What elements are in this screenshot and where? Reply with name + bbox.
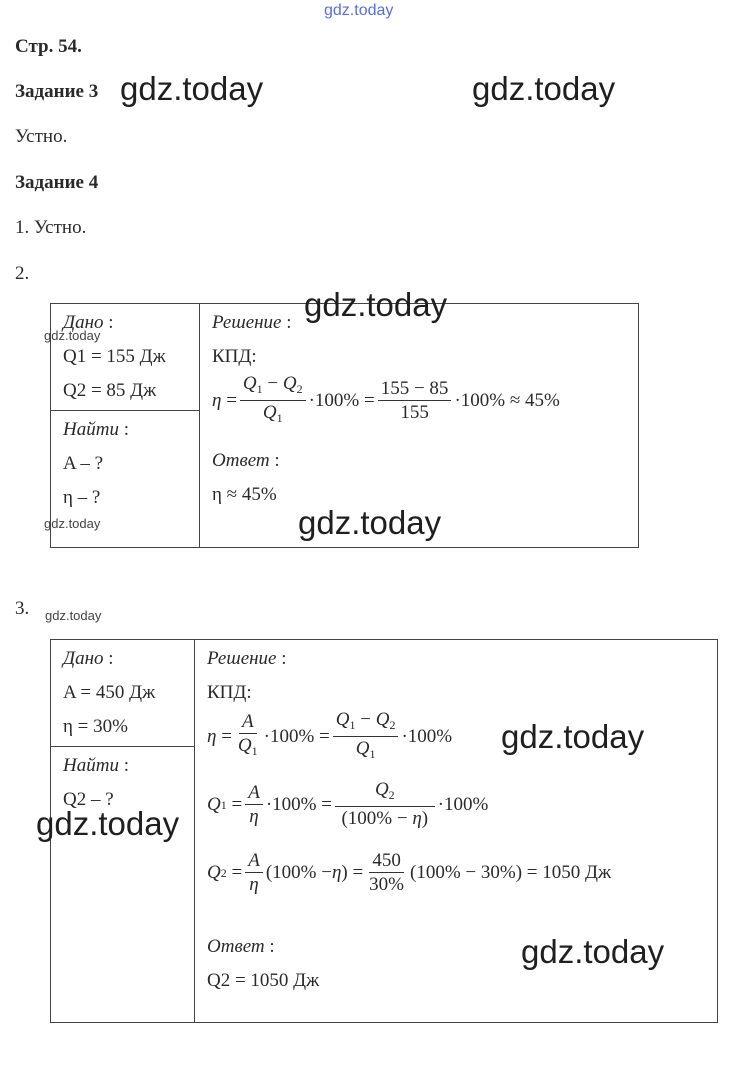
problem2-solution-cell: Решение : КПД: η = $\frac{Q_1 - Q_2}{Q_1}$ ·100% = $\frac{155 - 85}{155}$ ·100% ≈ 45% Ответ : η ≈ 45% (200, 304, 639, 548)
watermark-small-2: gdz.today (44, 516, 101, 531)
watermark-6: gdz.today (36, 805, 180, 842)
problem2-formula: η = $\frac{Q_1 - Q_2}{Q_1}$ ·100% = $\frac{155 - 85}{155}$ ·100% ≈ 45% (212, 372, 560, 425)
task4-item1: 1. Устно. (15, 217, 87, 238)
problem3-eq3-result: (100% − 30%) = 1050 Дж (410, 862, 612, 883)
problem3-answer: Q2 = 1050 Дж (207, 970, 320, 991)
task4-title: Задание 4 (15, 172, 99, 193)
problem2-find-0: A – ? (63, 453, 104, 474)
task4-item2: 2. (15, 263, 30, 284)
problem2-answer: η ≈ 45% (212, 484, 277, 505)
watermark-5: gdz.today (501, 718, 645, 755)
problem3-given-label: Дано (63, 648, 104, 669)
problem3-den-30: 30% (369, 873, 404, 895)
problem2-given-1: Q2 = 85 Дж (63, 380, 157, 401)
problem2-answer-label: Ответ (212, 450, 270, 471)
problem3-given-cell: Дано : A = 450 Дж η = 30% (51, 640, 195, 747)
problem2-eq-den: 155 (400, 401, 429, 423)
problem2-find-1: η – ? (63, 487, 101, 508)
task4-item3: 3. (15, 598, 30, 619)
problem2-given-0: Q1 = 155 Дж (63, 346, 166, 367)
problem3-solution-label: Решение (207, 648, 277, 669)
problem2-given-cell: Дано : Q1 = 155 Дж Q2 = 85 Дж (51, 304, 200, 411)
watermark-3: gdz.today (304, 286, 448, 323)
watermark-7: gdz.today (521, 933, 665, 970)
problem2-given-label: Дано (63, 312, 104, 333)
problem2-kpd: КПД: (212, 346, 257, 367)
problem3-kpd: КПД: (207, 682, 252, 703)
problem2-find-cell: Найти : A – ? η – ? (51, 411, 200, 548)
task3-title: Задание 3 (15, 81, 99, 102)
watermark-small-1: gdz.today (44, 328, 101, 343)
problem3-solution-cell: Решение : КПД: η = $\frac{A}{Q_1}$ ·100% = $\frac{Q_1 - Q_2}{Q_1}$ ·100% Q 1 = $\frac{A}{\eta}$ ·100% = $\frac{Q_2}{(100\% - \eta)}$ ·100% Q 2 = $\frac{A}{\eta}$ (100% − η ) = $\frac{450}{30\%}$ (100% − 30%) = 1050 Дж Ответ : Q2 = 1050 Дж (195, 640, 718, 1023)
problem3-find-0: Q2 – ? (63, 789, 114, 810)
problem3-given-0: A = 450 Дж (63, 682, 156, 703)
watermark-2: gdz.today (472, 70, 616, 107)
problem2-find-label: Найти (63, 419, 119, 440)
watermark-small-3: gdz.today (45, 608, 102, 623)
problem3-find-label: Найти (63, 755, 119, 776)
problem3-given-1: η = 30% (63, 716, 128, 737)
problem3-formula-2: Q 1 = $\frac{A}{\eta}$ ·100% = $\frac{Q_2}{(100\% - \eta)}$ ·100% (207, 779, 489, 829)
problem3-find-cell: Найти : Q2 – ? (51, 747, 195, 1023)
task3-text: Устно. (15, 126, 68, 147)
problem2-eq-num: 155 − 85 (378, 378, 452, 401)
problem3-answer-label: Ответ (207, 936, 265, 957)
watermark-4: gdz.today (298, 504, 442, 541)
problem2-eq-result: ·100% ≈ 45% (454, 390, 560, 411)
problem3-formula-3: Q 2 = $\frac{A}{\eta}$ (100% − η ) = $\frac{450}{30\%}$ (100% − 30%) = 1050 Дж (207, 849, 612, 895)
problem3-num-450: 450 (369, 850, 404, 873)
problem2-solution-label: Решение (212, 312, 282, 333)
watermark-top: gdz.today (324, 2, 394, 19)
page-label: Стр. 54. (15, 36, 82, 57)
watermark-1: gdz.today (120, 70, 264, 107)
problem3-formula-1: η = $\frac{A}{Q_1}$ ·100% = $\frac{Q_1 - Q_2}{Q_1}$ ·100% (207, 708, 453, 761)
